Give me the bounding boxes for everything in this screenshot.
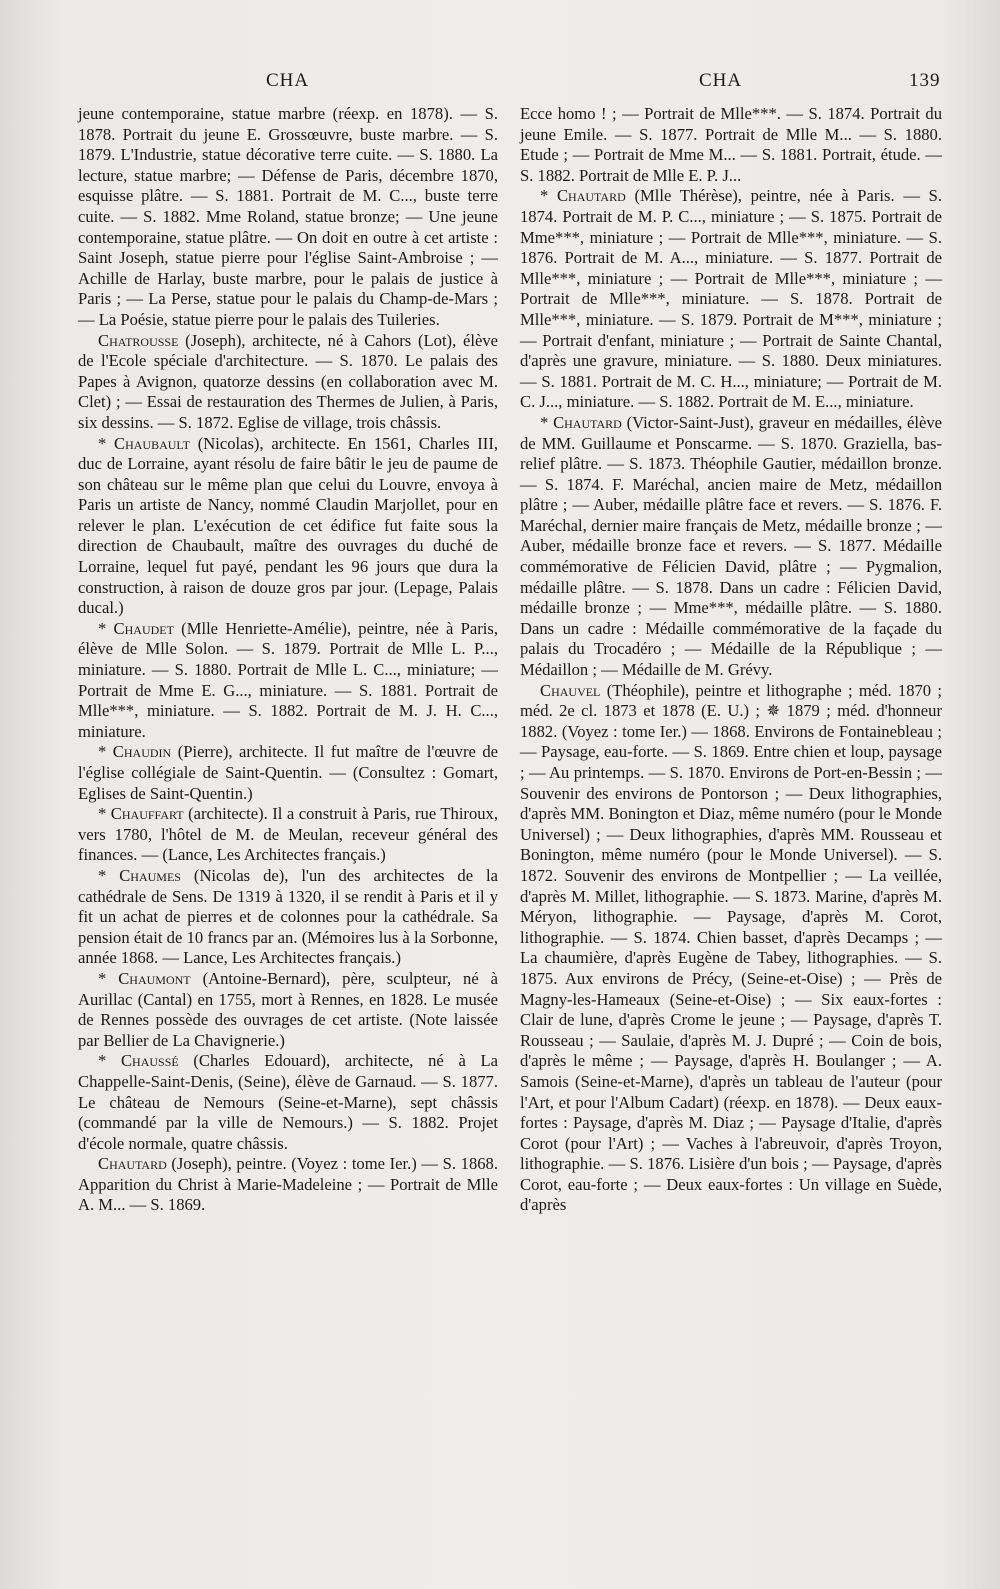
entry-text: (Mlle Henriette-Amélie), peintre, née à Paris, élève de Mlle Solon. — S. 1879. Portrait de Mlle L. P..., miniature. — S. 1880. Portrait de Mlle L. C..., miniature; — Portrait de Mme E. G..., miniature. — S. 1881. Portrait de Mlle***, miniature. — S. 1882. Portrait de M. J. H. C..., miniature. [78, 618, 498, 741]
dictionary-entry [78, 619, 498, 743]
left-running-head: CHA [266, 70, 310, 91]
left-column [78, 104, 498, 1216]
entry-headword: * Chaudet [98, 618, 174, 638]
dictionary-entry [78, 1154, 498, 1216]
dictionary-entry [78, 1051, 498, 1154]
entry-text: (Charles Edouard), architecte, né à La Chappelle-Saint-Denis, (Seine), élève de Garnaud. — S. 1877. Le château de Nemours (Seine-et-Marne), sept châssis (commandé par la ville de Nemours.) — S. 1882. Projet d'école normale, quatre châssis. [78, 1051, 498, 1153]
entry-text: (Victor-Saint-Just), graveur en médailles, élève de MM. Guillaume et Ponscarme. — S. 1870. Graziella, bas-relief plâtre. — S. 1873. Théophile Gautier, médaillon bronze. — S. 1874. F. Maréchal, ancien maire de Metz, médaillon plâtre ; — Auber, médaille plâtre face et revers. — S. 1876. F. Maréchal, dernier maire français de Metz, médaille bronze ; — Auber, médaille bronze face et revers. — S. 1877. Médaille commémorative de Félicien David, plâtre ; — Pygmalion, médaille plâtre. — S. 1878. Dans un cadre : Félicien David, médaille bronze ; — Mme***, médaille plâtre. — S. 1880. Dans un cadre : Médaille commémorative de la façade du palais du Trocadéro ; — Médaille de la République ; — Médaillon ; — Médaille de M. Grévy. [520, 412, 942, 680]
dictionary-entry [520, 413, 942, 681]
dictionary-entry [520, 681, 942, 1216]
entry-continuation [520, 104, 942, 186]
entry-headword: * Chaubault [98, 433, 190, 453]
entry-headword: * Chauffart [98, 804, 184, 824]
entry-headword: Chauvel [540, 680, 601, 700]
entry-text: (Nicolas de), l'un des architectes de la cathédrale de Sens. De 1319 à 1320, il se rendit à Paris et il y fit un achat de pierres et de colonnes pour la cathédrale. Sa pension était de 10 francs par an. (Mémoires lus à la Sorbonne, année 1868. — Lance, Les Architectes français.) [78, 865, 498, 968]
entry-text: (Nicolas), architecte. En 1561, Charles III, duc de Lorraine, ayant résolu de faire bâtir le jeu de paume de son château sur le même plan que celui du Louvre, envoya à Paris un artiste de Nancy, nommé Claudin Marjollet, pour en relever le plan. L'exécution de cet édifice fut faite sous la direction de Chaubault, maître des ouvrages du duché de Lorraine, lequel fut payé, pendant les 96 jours que dura la construction, à raison de douze gros par jour. (Lepage, Palais ducal.) [78, 433, 499, 618]
dictionary-entry [78, 434, 498, 619]
entry-text: jeune contemporaine, statue marbre (réexp. en 1878). — S. 1878. Portrait du jeune E. Grossœuvre, buste marbre. — S. 1879. L'Industrie, statue décorative terre cuite. — S. 1880. La lecture, statue marbre; — Défense de Paris, décembre 1870, esquisse plâtre. — S. 1881. Portrait de M. C..., buste terre cuite. — S. 1882. Mme Roland, statue bronze; — Une jeune contemporaine, statue plâtre. — On doit en outre à cet artiste : Saint Joseph, statue pierre pour l'église Saint-Ambroise ; — Achille de Harlay, buste marbre, pour le palais de justice à Paris ; — La Perse, statue pour le palais du Champ-de-Mars ; — La Poésie, statue pierre pour le palais des Tuileries. [78, 104, 498, 329]
entry-text: (Théophile), peintre et lithographe ; méd. 1870 ; méd. 2e cl. 1873 et 1878 (E. U.) ; ✵ 1879 ; méd. d'honneur 1882. (Voyez : tome Ier.) — 1868. Environs de Fontainebleau ; — Paysage, eau-forte. — S. 1869. Entre chien et loup, paysage ; — Au printemps. — S. 1870. Environs de Port-en-Bessin ; — Souvenir des environs de Pontorson ; — Deux lithographies, d'après MM. Bonington et Diaz, même numéro (pour le Monde Universel) ; — Deux lithographies, d'après MM. Rousseau et Bonington, même numéro (pour le Monde Universel). — S. 1872. Souvenir des environs de Montpellier ; — La veillée, d'après M. Millet, lithographie. — S. 1873. Marine, d'après M. Méryon, lithographie. — Paysage, d'après M. Corot, lithographie. — S. 1874. Chien basset, d'après Decamps ; — La chaumière, d'après Eugène de Tabey, lithographies. — S. 1875. Aux environs de Précy, (Seine-et-Oise) ; — Près de Magny-les-Hameaux (Seine-et-Oise) ; — Six eaux-fortes : Clair de lune, d'après Crome le jeune ; — Paysage, d'après T. Rousseau ; — Saulaie, d'après M. J. Dupré ; — Coin de bois, d'après le même ; — Paysage, d'après H. Boulanger ; — A. Samois (Seine-et-Marne), d'après un tableau de l'auteur (pour l'Art, et pour l'Album Cadart) (réexp. en 1878). — Deux eaux-fortes : Paysage, d'après M. Diaz ; — Paysage d'Italie, d'après Corot (pour l'Art) ; — Vaches à l'abreuvoir, d'après Troyon, lithographie. — S. 1876. Lisière d'un bois ; — Paysage, d'après Corot, eau-forte ; — Deux eaux-fortes : Un village en Suède, d'après [520, 680, 942, 1215]
dictionary-entry [78, 866, 498, 969]
entry-text: (Antoine-Bernard), père, sculpteur, né à Aurillac (Cantal) en 1755, mort à Rennes, en 1828. Le musée de Rennes possède des ouvrages de cet artiste. (Note laissée par Bellier de La Chavignerie.) [78, 968, 498, 1050]
entry-continuation [78, 104, 498, 331]
running-header [0, 70, 1000, 94]
entry-text: (Mlle Thérèse), peintre, née à Paris. — S. 1874. Portrait de M. P. C..., miniature ; — S. 1875. Portrait de Mme***, miniature ; — Portrait de Mlle***, miniature. — S. 1876. Portrait de M. A..., miniature. — S. 1877. Portrait de Mlle***, miniature ; — Portrait de Mlle***, miniature ; — Portrait de Mlle***, miniature. — S. 1878. Portrait de Mlle***, miniature. — S. 1879. Portrait de M***, miniature ; — Portrait d'enfant, miniature ; — Portrait de Sainte Chantal, d'après une gravure, miniature. — S. 1880. Deux miniatures. — S. 1881. Portrait de M. C. H..., miniature; — Portrait de M. C. J..., miniature. — S. 1882. Portrait de M. E..., miniature. [520, 186, 942, 412]
entry-headword: * Chaumes [98, 865, 181, 885]
entry-text: (architecte). Il a construit à Paris, rue Thiroux, vers 1780, l'hôtel de M. de Meulan, receveur général des finances. — (Lance, Les Architectes français.) [78, 804, 498, 865]
entry-headword: * Chaumont [98, 968, 191, 988]
entry-headword: Chatrousse [98, 330, 179, 350]
dictionary-entry [78, 331, 498, 434]
entry-headword: * Chautard [540, 412, 622, 432]
entry-text: Ecce homo ! ; — Portrait de Mlle***. — S. 1874. Portrait du jeune Emile. — S. 1877. Portrait de Mlle M... — S. 1880. Etude ; — Portrait de Mme M... — S. 1881. Portrait, étude. — S. 1882. Portrait de Mlle E. P. J... [520, 104, 942, 185]
entry-text: (Pierre), architecte. Il fut maître de l'œuvre de l'église collégiale de Saint-Quentin. — (Consultez : Gomart, Eglises de Saint-Quentin.) [78, 742, 499, 803]
dictionary-entry [78, 742, 498, 804]
entry-headword: * Chaussé [98, 1051, 179, 1071]
right-column [520, 104, 942, 1216]
entry-headword: Chautard [98, 1154, 167, 1174]
right-running-head: CHA [699, 70, 743, 91]
page-number: 139 [909, 70, 941, 91]
dictionary-entry [78, 969, 498, 1051]
dictionary-entry [78, 804, 498, 866]
dictionary-entry [520, 186, 942, 413]
entry-text: (Joseph), peintre. (Voyez : tome Ier.) — S. 1868. Apparition du Christ à Marie-Madeleine ; — Portrait de Mlle A. M... — S. 1869. [78, 1154, 498, 1215]
entry-headword: * Chautard [540, 186, 626, 206]
entry-headword: * Chaudin [98, 742, 172, 762]
entry-text: (Joseph), architecte, né à Cahors (Lot), élève de l'Ecole spéciale d'architecture. — S. 1870. Le palais des Papes à Avignon, quatorze dessins (en collaboration avec M. Clet) ; — Essai de restauration des Thermes de Julien, à Paris, six dessins. — S. 1872. Eglise de village, trois châssis. [78, 330, 498, 432]
